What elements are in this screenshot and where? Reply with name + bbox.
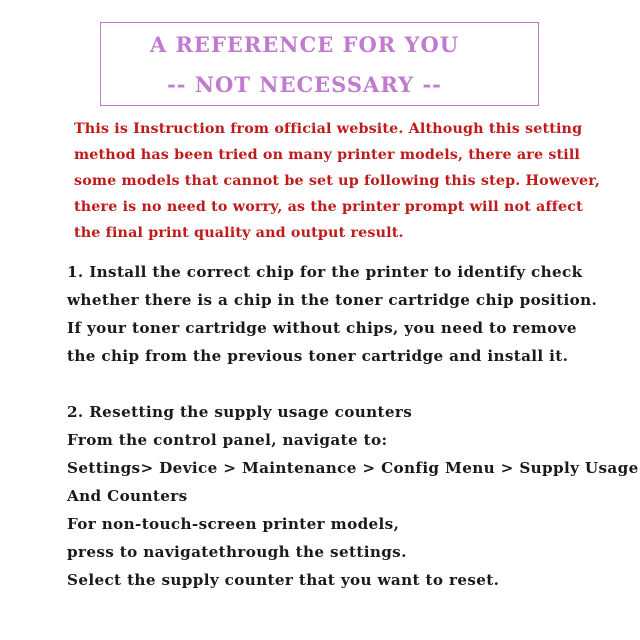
warning-line: method has been tried on many printer models, there are still <box>74 147 581 163</box>
step2-line: Select the supply counter that you want to reset. <box>67 571 500 589</box>
step2-line: 2. Resetting the supply usage counters <box>67 403 413 421</box>
instructions-body <box>67 258 639 594</box>
step1-line: 1. Install the correct chip for the printer to identify check <box>67 263 583 281</box>
step2-line: For non-touch-screen printer models, <box>67 515 400 533</box>
step2-line: press to navigatethrough the settings. <box>67 543 407 561</box>
step2-line: Settings> Device > Maintenance > Config Menu > Supply Usage <box>67 459 639 477</box>
step2-line: And Counters <box>67 487 188 505</box>
title-line-2: -- NOT NECESSARY -- <box>167 72 442 97</box>
paragraph-gap <box>67 370 627 398</box>
warning-line: there is no need to worry, as the printer prompt will not affect <box>74 199 583 215</box>
step1-line: If your toner cartridge without chips, you need to remove <box>67 319 577 337</box>
warning-notice <box>74 116 601 246</box>
warning-line: the final print quality and output result. <box>74 225 404 241</box>
step2-line: From the control panel, navigate to: <box>67 431 388 449</box>
warning-line: This is Instruction from official website. Although this setting <box>74 121 583 137</box>
step1-line: whether there is a chip in the toner cartridge chip position. <box>67 291 598 309</box>
step1-line: the chip from the previous toner cartridge and install it. <box>67 347 569 365</box>
title-line-1: A REFERENCE FOR YOU <box>149 32 460 57</box>
warning-line: some models that cannot be set up following this step. However, <box>74 173 601 189</box>
title-box <box>100 22 539 106</box>
